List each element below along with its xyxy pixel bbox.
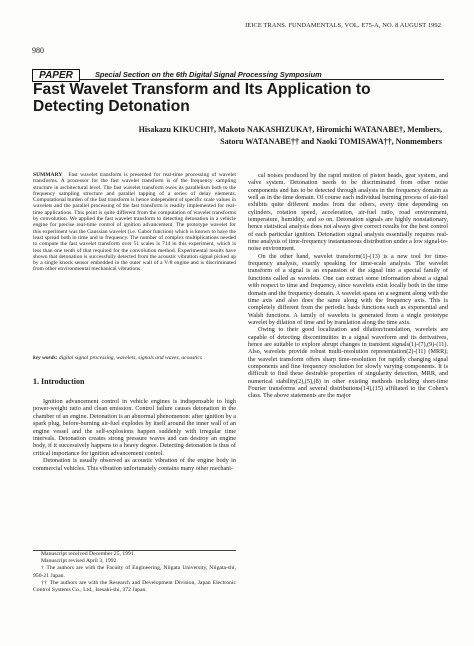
footnote: Manuscript received December 25, 1991.	[41, 551, 136, 557]
keywords-text: digital signal processing, wavelets, signals and waves, acoustics	[58, 355, 202, 361]
header-rule	[80, 79, 444, 80]
paper-title: Fast Wavelet Transform and Its Application to Detecting Detonation	[33, 81, 371, 115]
authors-line-1: Hisakazu KIKUCHI†, Makoto NAKASHIZUKA†, Hiromichi WATANABE†, Members,	[138, 125, 442, 134]
keywords-label: key words:	[33, 355, 58, 361]
body-paragraph: Owing to their good localization and dilation/translation, wavelets are capable of detecting discontinuities in a signal waveform and its derivatives, hence are suitable to explore abrupt changes in transient signals(1)-(7),(9)-(11). Also, wavelets provide robust multi-resolution representation(2)-(11) (MRR); the wavelet transform offers sharp time-resolution for rapidly changing signal components and fine frequency resolution for slowly varying components. It is difficult to find these desirable properties of singularity detection, MRR, and numerical stability(2),(5),(8) in other existing methods including short-time Fourier transforms and several distributions(14),(15) affiliated to the Cohen's class. The above statements are the major	[248, 326, 448, 400]
paper-type-label: PAPER	[32, 69, 80, 82]
intro-paragraph: Detonation is usually observed as acoustic vibration of the engine body in commercial vehicles. This vibration unfortunately contains many other mechani-	[33, 457, 236, 472]
footnote: Manuscript revised April 3, 1992.	[41, 558, 118, 565]
abstract-label: SUMMARY	[33, 172, 63, 178]
footnotes	[33, 551, 236, 594]
body-paragraph: On the other hand, wavelet transform(1)-(13) is a new tool for time-frequency analysis, exactly speaking for time-scale analysis. The wavelet transform of a signal is an expansion of the signal into a special family of functions called as wavelets. One can extract some information about a signal with respect to time and frequency, since wavelets exist locally both in the time domain and the frequency domain. A wavelet spans on a segment along with the time axis and also does the same along with the frequency axis. This is completely different from the periodic basis functions such as exponential and Walsh functions. A family of wavelets is generated from a single prototype wavelet by dilation of time and by translation along the time axis.	[248, 252, 448, 326]
page-number: 980	[32, 46, 44, 55]
body-paragraph: cal noises produced by the rapid motion of piston heads, gear system, and valve system. Detonation needs to be discriminated from other noise components and has to be detected through analysis in the frequency domain as well as in the time domain. Of course each individual burning process of air-fuel exhibits quite different modes from the others, every time depending on cylinders, rotation speed, acceleration, air-fuel ratio, road environment, temperature, humidity, and so on. Detonation signals are highly nonstationary, hence statistical analysis does not always give correct results for the best control of each particular ignition. Detonation signal analysis essentially requires real-time analysis of time-frequency instantaneous distribution under a low signal-to-noise environment.	[248, 172, 448, 253]
abstract-text: Fast wavelet transform is presented for real-time processing of wavelet transforms. A processor for the fast wavelet transform is of the frequency sampling structure in architectural level. The fast wavelet transform owes its parallelism both to the frequency sampling structure and parallel tapping of a series of delay elements. Computational burden of the fast transform is hence independent of specific scale values in wavelets and the parallel processing of the fast transform is readily implemented for real-time applications. This point is quite different from the computation of wavelet transforms by convolution. We applied the fast wavelet transform to detecting detonation in a vehicle engine for precise real-time control of ignition advancement. The prototype wavelet for this experiment was the Gaussian wavelet (i.e. Gabor function) which is known to have the least spread both in time and in frequency. The number of complex multiplications needed to compute the fast wavelet transform over 51 scales is 714 in this experiment, which is less than one tenth of that required for the convolution method. Experimental results have shown that detonation is successfully detected from the acoustic vibration signal picked up by a single knock sensor embedded in the outer wall of a V/8 engine and is discriminated from other environmental mechanical vibrations.	[33, 172, 236, 273]
authors-line-2: Satoru WATANABE†† and Naoki TOMISAWA††, Nonmembers	[220, 137, 442, 146]
abstract	[33, 172, 236, 273]
introduction-body	[33, 398, 236, 472]
footnote: † The authors are with the Faculty of Engineering, Niigata University, Niigata-shi, 950-21 Japan.	[33, 565, 236, 579]
intro-paragraph: Ignition advancement control in vehicle engines is indispensable to high power-weight ratio and clean emission. Control failure causes detonation in the chamber of an engine. Detonation is an abnormal phenomenon: after ignition by a spark plug, before-burning air-fuel explodes by itself around the inner wall of an engine vessel and the self-explosions happen suddenly with irregular time intervals. Detonation creates strong pressure waves and can destroy an engine body, if it successively happens to a heavy degree. Detecting detonation is thus of critical importance for ignition advancement control.	[33, 398, 236, 457]
keywords	[33, 355, 236, 361]
right-column-body	[248, 172, 448, 400]
section-heading-introduction: 1. Introduction	[33, 377, 85, 386]
journal-header: IEICE TRANS. FUNDAMENTALS, VOL. E75-A, NO. 8 AUGUST 1992	[245, 22, 441, 29]
special-section-line: Special Section on the 6th Digital Signal Processing Symposium	[95, 70, 322, 79]
footnote: †† The authors are with the Research and Development Division, Japan Electronic Control Systems Co., Ltd., Isesaki-shi, 372 Japan.	[33, 579, 236, 594]
